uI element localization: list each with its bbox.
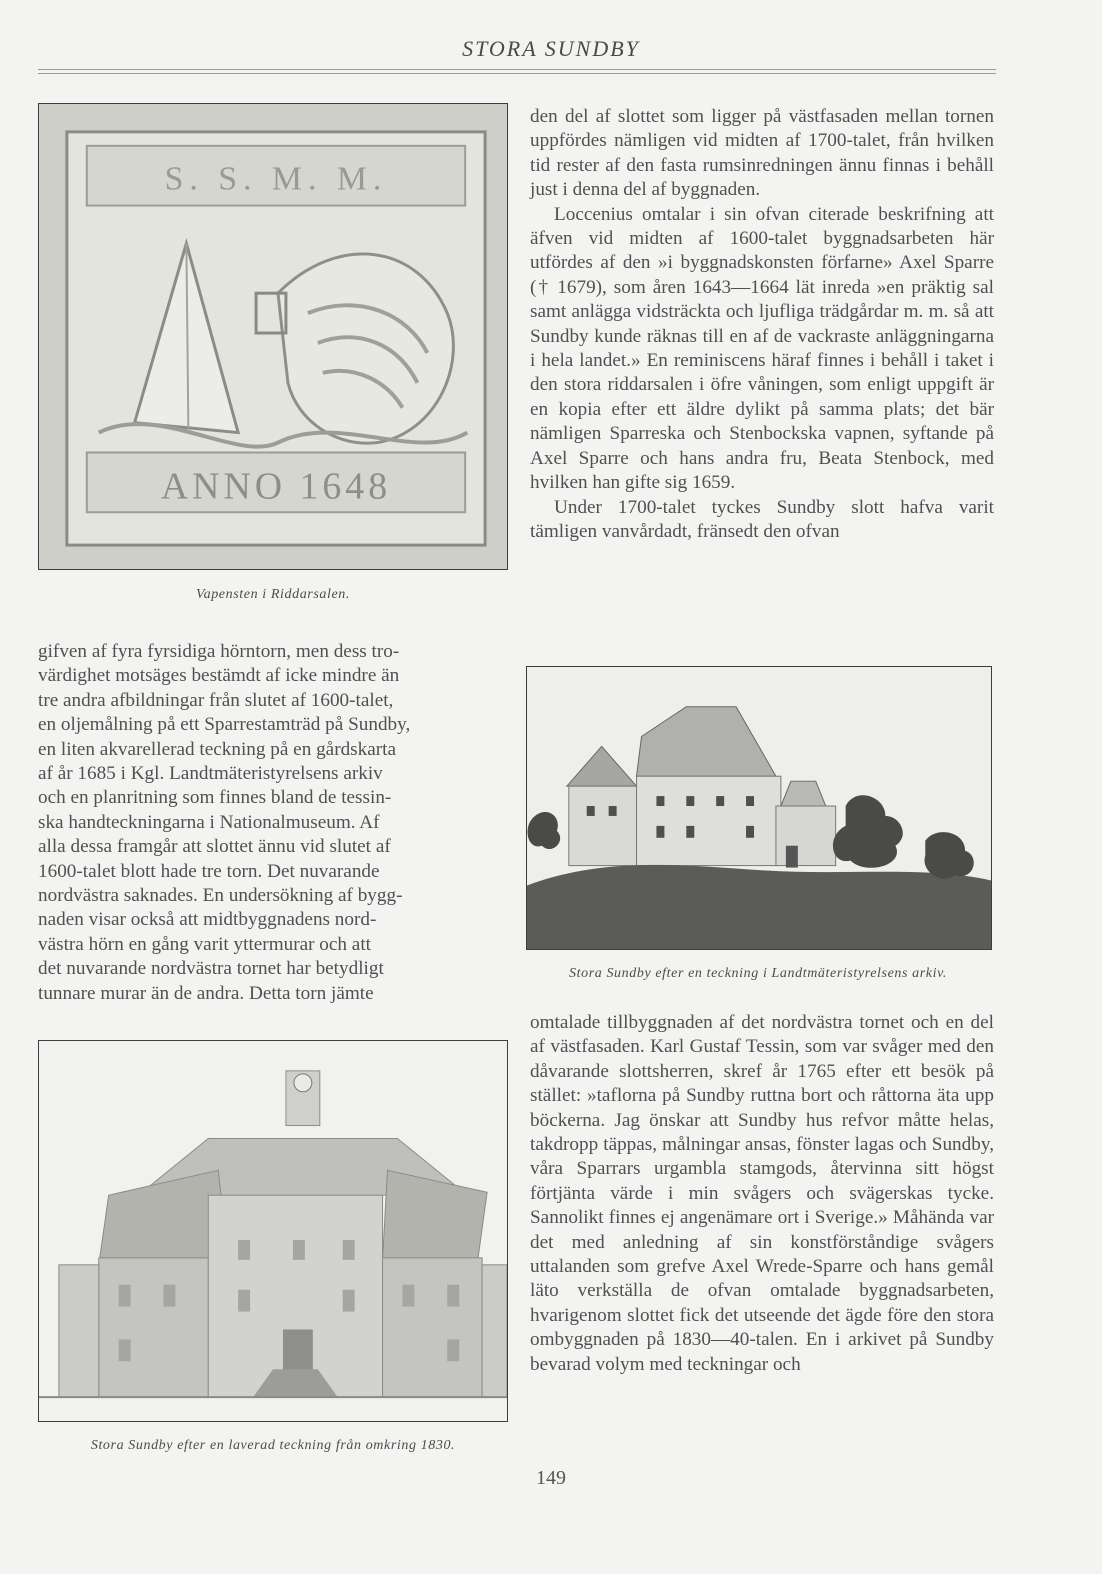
text-line: det nuvarande nordvästra tornet har betydligt [38, 958, 384, 980]
header-rule-secondary [38, 73, 996, 74]
text-line: nordvästra saknades. En undersökning af bygg- [38, 885, 403, 907]
text-line: gifven af fyra fyrsidiga hörntorn, men dess tro- [38, 641, 400, 662]
text-line: tunnare murar än de andra. Detta torn jämte [38, 982, 374, 1004]
figure-caption-landtmateri: Stora Sundby efter en teckning i Landtmäteristyrelsens arkiv. [569, 966, 947, 981]
text-line: en liten akvarellerad teckning på en gårdskarta [38, 738, 396, 760]
right-column-top-text [530, 105, 994, 544]
castle-survey-drawing-image [526, 666, 992, 950]
text-line: och en planritning som finnes bland de tessin- [38, 787, 392, 809]
stone-inscription-bottom: ANNO 1648 [160, 465, 392, 508]
text-line: en oljemålning på ett Sparrestamträd på Sundby, [38, 714, 411, 736]
coat-of-arms-stone-image [38, 103, 508, 570]
castle-wash-drawing-image [38, 1040, 508, 1422]
left-column-text [38, 640, 508, 1006]
text-line: värdighet motsäges bestämdt af icke mindre än [38, 665, 400, 687]
paragraph: den del af slottet som ligger på västfasaden mellan tornen uppfördes nämligen vid midten af 1700-talet, från hvilken tid rester af den fasta rumsinredningen ännu finnas i behåll just i denna del af byggnaden. [530, 106, 994, 201]
stone-inscription-top: S. S. M. M. [164, 160, 388, 198]
text-line: västra hörn en gång varit yttermurar och att [38, 933, 371, 955]
page-number: 149 [536, 1467, 566, 1489]
paragraph: Loccenius omtalar i sin ofvan citerade beskrifning att äfven vid midten af 1600-talet byggnadsarbeten här utfördes af den »i byggnadskonsten förfarne» Axel Sparre († 1679), som åren 1643—1664 lät inreda »en präktig sal samt anlägga vidsträckta och ljufliga trädgårdar m. m. så att Sundby kunde räknas till en af de vackraste anläggningarna i hela landet.» En reminiscens häraf finnes i behåll i taket i den stora riddarsalen i öfre våningen, som enligt uppgift är en kopia efter ett äldre dylikt på samma plats; det bär nämligen Sparreska och Stenbockska vapnen, syftande på Axel Sparre och hans andra fru, Beata Stenbock, med hvilken han gifte sig 1659. [530, 203, 994, 494]
text-line: ska handteckningarna i Nationalmuseum. Af [38, 811, 380, 833]
text-line: 1600-talet blott hade tre torn. Det nuvarande [38, 860, 380, 882]
text-line: naden visar också att midtbyggnadens nord- [38, 909, 377, 931]
paragraph: omtalade tillbyggnaden af det nordvästra tornet och en del af västfasaden. Karl Gustaf Tessin, som var svåger med den dåvarande slottsherren, skref år 1765 efter ett besök på stället: »taflorna på Sundby ruttna bort och råttorna äta upp böckerna. Jag önskar att Sundby hus refvor måtte helas, takdropp täppas, målningar ansas, fönster lagas och Sundby, våra Sparrars urgambla stamgods, återvinna sitt högst förtjänta värde i min svågers och svägerskas tycke. Sannolikt finnes ej angenämare ort i Sverige.» Måhända var det med anledning af sin konstförståndige svågers uttalanden som grefve Axel Wrede-Sparre och hans gemål läto verkställa de ofvan omtalade byggnadsarbeten, hvarigenom slottet fick det utseende det ägde före den stora ombyggnaden på 1830—40-talen. En i arkivet på Sundby bevarad volym med teckningar och [530, 1012, 994, 1375]
text-line: alla dessa framgår att slottet ännu vid slutet af [38, 836, 391, 858]
figure-caption-vapensten: Vapensten i Riddarsalen. [196, 587, 350, 602]
text-line: tre andra afbildningar från slutet af 1600-talet, [38, 689, 394, 711]
running-title: STORA SUNDBY [462, 36, 640, 61]
header-rule [38, 69, 996, 70]
paragraph: Under 1700-talet tyckes Sundby slott hafva varit tämligen vanvårdadt, fränsedt den ofvan [530, 496, 994, 542]
right-column-bottom-text [530, 1011, 994, 1377]
text-line: af år 1685 i Kgl. Landtmäteristyrelsens arkiv [38, 763, 383, 785]
figure-caption-laverad: Stora Sundby efter en laverad teckning från omkring 1830. [90, 1438, 456, 1453]
